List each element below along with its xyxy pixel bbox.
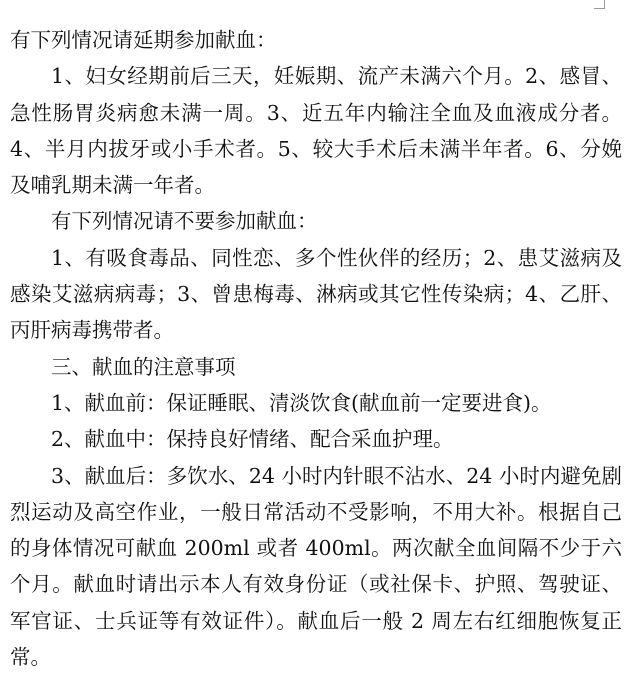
document-body <box>10 22 622 675</box>
before-donation: 1、献血前：保证睡眠、清淡饮食(献血前一定要进食)。 <box>51 390 552 415</box>
deferral-conditions: 1、妇女经期前后三天，妊娠期、流产未满六个月。2、感冒、急性肠胃炎病愈未满一周。3、近五年内输注全血及血液成分者。4、半月内拔牙或小手术者。5、较大手术后未满半年者。6、分娩及哺乳期未满一年者。 <box>10 64 622 198</box>
exclusion-heading: 有下列情况请不要参加献血： <box>51 209 318 234</box>
deferral-heading: 有下列情况请延期参加献血： <box>10 28 277 52</box>
during-donation: 2、献血中：保持良好情绪、配合采血护理。 <box>51 427 454 452</box>
page-corner-mark <box>594 0 605 9</box>
after-donation: 3、献血后：多饮水、24 小时内针眼不沾水、24 小时内避免剧烈运动及高空作业，一般日常活动不受影响，不用大补。根据自己的身体情况可献血 200ml 或者 400ml。两次献全血间隔不少于六个月。献血时请出示本人有效身份证（或社保卡、护照、驾驶证、军官证、士兵证等有效证件）。献血后一般 2 周左右红细胞恢复正常。 <box>10 463 622 670</box>
exclusion-conditions: 1、有吸食毒品、同性恋、多个性伙伴的经历；2、患艾滋病及感染艾滋病病毒；3、曾患梅毒、淋病或其它性传染病；4、乙肝、丙肝病毒携带者。 <box>10 245 622 343</box>
section-title-precautions: 三、献血的注意事项 <box>51 354 236 379</box>
